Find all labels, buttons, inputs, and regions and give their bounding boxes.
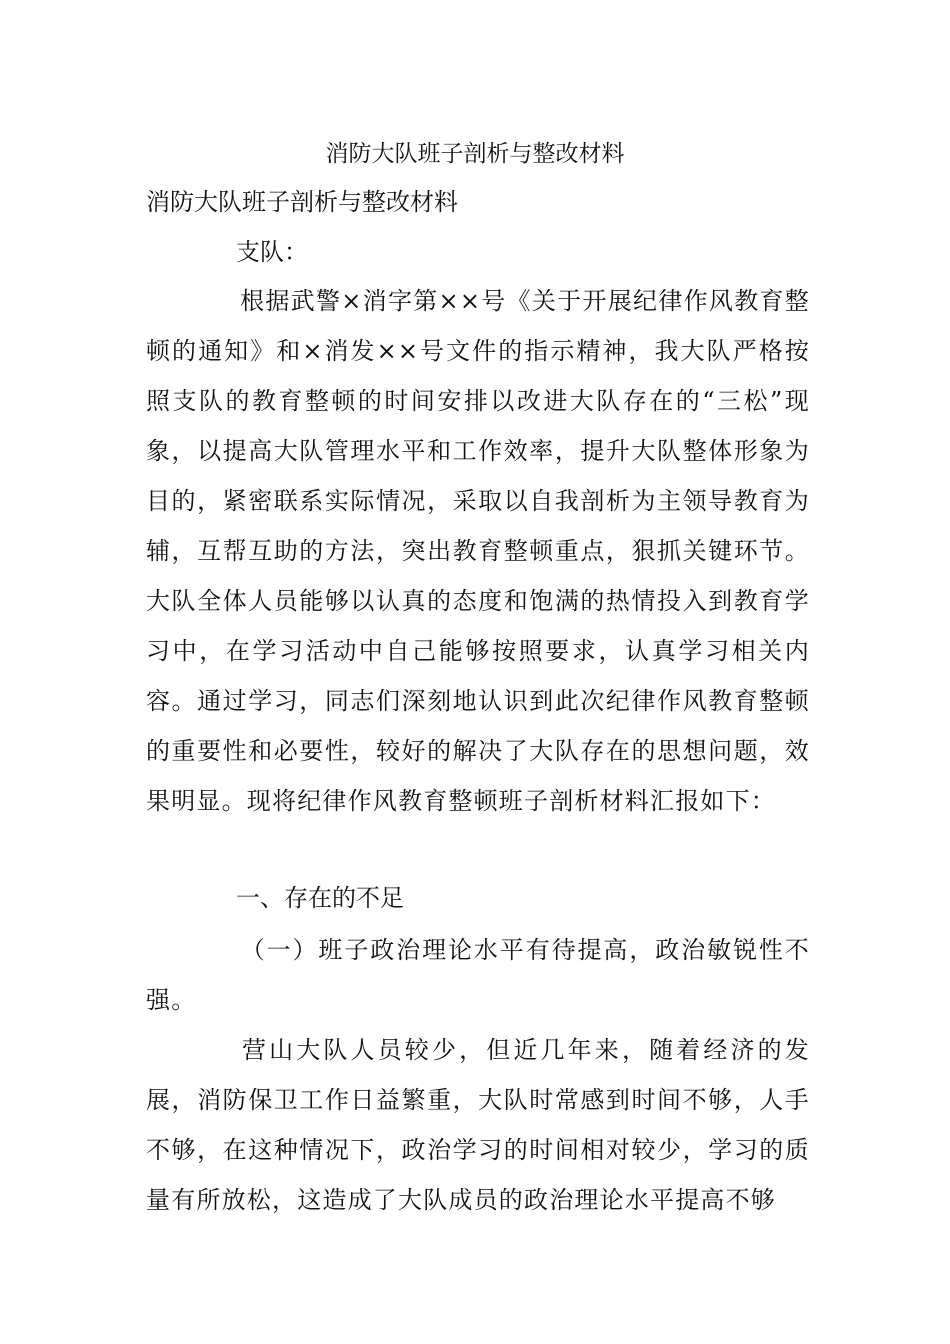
section-heading-1: 一、存在的不足 [236, 884, 404, 912]
subsection-heading-1 [146, 925, 810, 1025]
body-paragraph-2 [146, 1025, 810, 1225]
document-title: 消防大队班子剖析与整改材料 [325, 141, 625, 167]
salutation: 支队： [236, 238, 308, 266]
document-subtitle: 消防大队班子剖析与整改材料 [146, 188, 458, 216]
body-paragraph-1-text: 根据武警×消字第××号《关于开展纪律作风教育整顿的通知》和×消发××号文件的指示精神，我大队严格按照支队的教育整顿的时间安排以改进大队存在的“三松”现象，以提高大队管理水平和工作效率，提升大队整体形象为目的，紧密联系实际情况，采取以自我剖析为主领导教育为辅，互帮互助的方法，突出教育整顿重点，狠抓关键环节。大队全体人员能够以认真的态度和饱满的热情投入到教育学习中，在学习活动中自己能够按照要求，认真学习相关内容。通过学习，同志们深刻地认识到此次纪律作风教育整顿的重要性和必要性，较好的解决了大队存在的思想问题，效果明显。现将纪律作风教育整顿班子剖析材料汇报如下： [146, 287, 810, 815]
subsection-heading-1-text: （一）班子政治理论水平有待提高，政治敏锐性不强。 [146, 936, 810, 1014]
body-paragraph-1 [146, 276, 810, 826]
body-paragraph-2-text: 营山大队人员较少，但近几年来，随着经济的发展，消防保卫工作日益繁重，大队时常感到时间不够，人手不够，在这种情况下，政治学习的时间相对较少，学习的质量有所放松，这造成了大队成员的政治理论水平提高不够 [146, 1036, 810, 1214]
